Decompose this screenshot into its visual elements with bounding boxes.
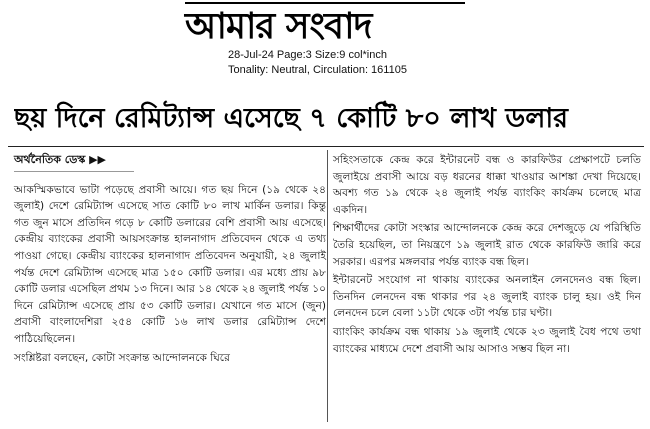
headline-divider (8, 146, 644, 147)
article-column-left (14, 152, 326, 368)
article-paragraph: সহিংসতাকে কেন্দ্র করে ইন্টারনেট বন্ধ ও কারফিউর প্রেক্ষাপটে চলতি জুলাইয়ে প্রবাসী আয়ে বড় ধরনের ধাক্কা খাওয়ার আশঙ্কা দেখা দিয়েছে। অবশ্য গত ১৯ থেকে ২৪ জুলাই পর্যন্ত ব্যাংকিং কার্যক্রম চলেছে মাত্র একদিন। (333, 154, 641, 216)
article-paragraph: ব্যাংকিং কার্যক্রম বন্ধ থাকায় ১৯ জুলাই থেকে ২৩ জুলাই বৈধ পথে তথা ব্যাংকের মাধ্যমে দেশে প্রবাসী আয় আসাও সম্ভব ছিল না। (333, 325, 641, 355)
article-paragraph: সংশ্লিষ্টরা বলছেন, কোটা সংক্রান্ত আন্দোলনকে ঘিরে (14, 351, 230, 364)
article-column-right (333, 152, 641, 359)
article-paragraph: ইন্টারনেট সংযোগ না থাকায় ব্যাংকের অনলাইন লেনদেনও বন্ধ ছিল। তিনদিন লেনদেন বন্ধ থাকার পর ২৪ জুলাই ব্যাংক চালু হয়। ওই দিন লেনদেন চলে বেলা ১১টা থেকে ৩টা পর্যন্ত চার ঘণ্টা। (333, 274, 641, 320)
clipping-meta-tonality: Tonality: Neutral, Circulation: 161105 (228, 64, 407, 76)
article-desk-byline: অর্থনৈতিক ডেস্ক ▶▶ (14, 152, 134, 172)
masthead-logo: আমার সংবাদ (185, 2, 465, 48)
column-divider (327, 150, 328, 422)
article-paragraph: আকস্মিকভাবে ভাটা পড়েছে প্রবাসী আয়ে। গত ছয় দিনে (১৯ থেকে ২৪ জুলাই) দেশে রেমিট্যান্স এসেছে সাত কোটি ৮০ লাখ মার্কিন ডলার। কিন্তু গত জুন মাসে প্রতিদিন গড়ে ৮ কোটি ডলারের বেশি প্রবাসী আয় এসেছে। কেন্দ্রীয় ব্যাংকের প্রবাসী আয়সংক্রান্ত হালনাগাদ প্রতিবেদন থেকে এ তথ্য পাওয়া গেছে। কেন্দ্রীয় ব্যাংকের হালনাগাদ প্রতিবেদন অনুযায়ী, ২৪ জুলাই পর্যন্ত দেশে রেমিট্যান্স এসেছে মাত্র ১৫০ কোটি ডলার। এর মধ্যে প্রায় ৯৮ কোটি ডলার এসেছিল প্রথম ১৩ দিনে। আর ১৪ থেকে ২৪ জুলাই পর্যন্ত ১০ দিনে রেমিট্যান্স এসেছে প্রায় ৫৩ কোটি ডলার। যেখানে গত মাসে (জুন) প্রবাসী বাংলাদেশিরা ২৫৪ কোটি ১৬ লাখ ডলার রেমিট্যান্স দেশে পাঠিয়েছিলেন। (14, 183, 326, 345)
article-headline: ছয় দিনে রেমিট্যান্স এসেছে ৭ কোটি ৮০ লাখ ডলার (14, 103, 569, 134)
article-paragraph: শিক্ষার্থীদের কোটা সংস্কার আন্দোলনকে কেন্দ্র করে দেশজুড়ে যে পরিস্থিতি তৈরি হয়েছিল, তা নিয়ন্ত্রণে ১৯ জুলাই রাত থেকে কারফিউ জারি করে সরকার। এরপর মঙ্গলবার পর্যন্ত ব্যাংক বন্ধ ছিল। (333, 222, 641, 268)
clipping-meta-date-size: 28-Jul-24 Page:3 Size:9 col*inch (228, 49, 387, 61)
clipping-meta (228, 48, 488, 78)
